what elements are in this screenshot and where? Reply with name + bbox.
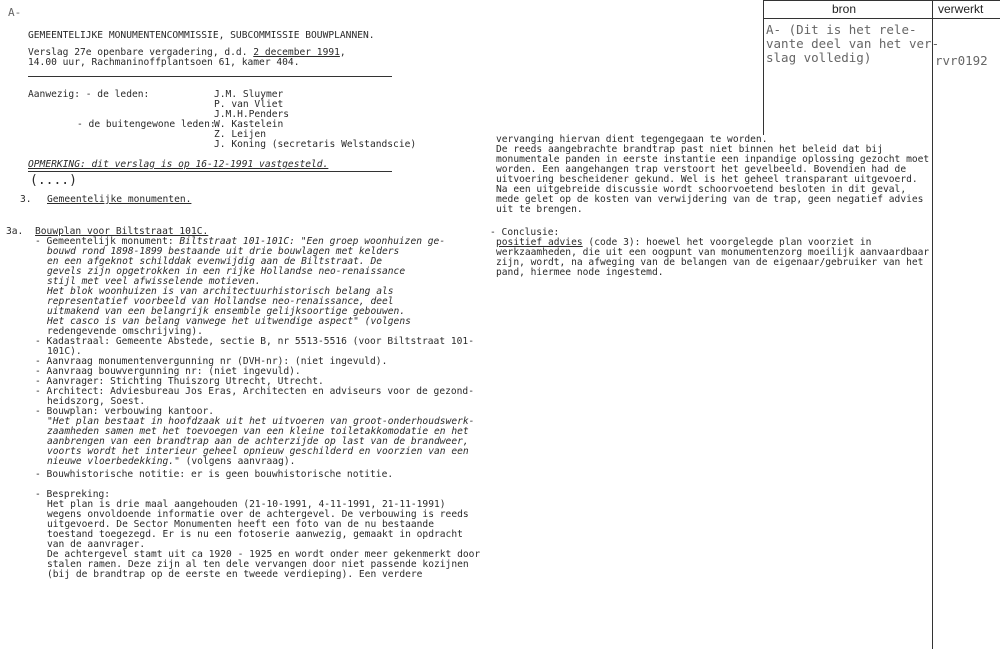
item-title: Bouwplan voor Biltstraat 101C. <box>35 226 209 237</box>
margin-header-divider <box>763 18 1000 19</box>
monument-line: bouwd rond 1898-1899 bestaande uit drie bouwlagen met kelders <box>47 246 400 257</box>
section-title: Gemeentelijke monumenten. <box>47 194 192 205</box>
bespreking-line: stalen ramen. Deze zijn al ten dele vervangen door niet passende kozijnen <box>47 559 469 570</box>
margin-left-border <box>763 0 764 135</box>
extra-members-label: - de buitengewone leden: <box>77 119 216 130</box>
header-rule <box>28 76 392 77</box>
continuation-line: uitvoering bescheidener gekund. Wel is het geheel transparant uitgevoerd. <box>496 174 918 185</box>
section-number: 3. <box>20 194 32 205</box>
monument-line: - Gemeentelijk monument: Biltstraat 101-101C: "Een groep woonhuizen ge- <box>35 236 446 247</box>
bespreking-line: uitgevoerd. De Sector Monumenten heeft een foto van de nu bestaande <box>47 519 434 530</box>
bespreking-line: (bij de brandtrap op de eerste en tweede verdieping). Een verdere <box>47 569 423 580</box>
member-name: W. Kastelein <box>214 119 284 130</box>
bouwvergunning-line: - Aanvraag bouwvergunning nr: (niet ingevuld). <box>35 366 301 377</box>
monument-line: redengevende omschrijving). <box>47 326 203 337</box>
continuation-line: uit te brengen. <box>496 204 583 215</box>
bouwplan-quote-line: zaamheden samen met het toevoegen van een kleine toiletakkomodatie en het <box>47 426 469 437</box>
architect-line: - Architect: Adviesbureau Jos Eras, Architecten en adviseurs voor de gezond- <box>35 386 474 397</box>
margin-column-divider <box>932 0 933 649</box>
document-title: GEMEENTELIJKE MONUMENTENCOMMISSIE, SUBCOMMISSIE BOUWPLANNEN. <box>28 30 375 41</box>
opmerking-note: OPMERKING: dit verslag is op 16-12-1991 vastgesteld. <box>28 159 329 170</box>
continuation-line: mede gelet op de kosten van verwijdering van de trap, geen negatief advies <box>496 194 924 205</box>
member-name: J. Koning (secretaris Welstandscie) <box>214 139 417 150</box>
advies-line: zijn, wordt, na afweging van de belangen van de eigenaar/gebruiker van het <box>496 257 924 268</box>
bespreking-line: De achtergevel stamt uit ca 1920 - 1925 en wordt onder meer gekenmerkt door <box>47 549 481 560</box>
continuation-line: De reeds aangebrachte brandtrap past niet binnen het beleid dat bij <box>496 144 883 155</box>
member-name: J.M. Sluymer <box>214 89 284 100</box>
monument-line: gevels zijn opgetrokken in een rijke Hollandse neo-renaissance <box>47 266 406 277</box>
advies-line: positief advies (code 3): hoewel het voorgelegde plan voorziet in <box>496 237 872 248</box>
notitie-line: - Bouwhistorische notitie: er is geen bouwhistorische notitie. <box>35 469 394 480</box>
bouwplan-quote-line: voorts wordt het interieur geheel opnieuw geschilderd en voorzien van een <box>47 446 469 457</box>
location-line: 14.00 uur, Rachmaninoffplantsoen 61, kamer 404. <box>28 57 300 68</box>
aanvrager-line: - Aanvrager: Stichting Thuiszorg Utrecht, Utrecht. <box>35 376 324 387</box>
monument-line: en een afgeknot schilddak evenwijdig aan de Biltstraat. De <box>47 256 383 267</box>
bespreking-line: toestand toegezegd. Er is nu een fotoserie aanwezig, gemaakt in opdracht <box>47 529 463 540</box>
verslag-line: Verslag 27e openbare vergadering, d.d. 2 december 1991, <box>28 47 346 58</box>
continuation-line: vervanging hiervan dient tegengegaan te worden. <box>496 134 768 145</box>
bron-note-line: slag volledig) <box>766 50 872 65</box>
bron-note-line: A- (Dit is het rele- <box>766 22 917 37</box>
advies-line: werkzaamheden, die uit een oogpunt van monumentenzorg moeilijk aanvaardbaar <box>496 247 930 258</box>
monument-line: Het blok woonhuizen is van architectuurhistorisch belang als <box>47 286 394 297</box>
kadastraal-line: - Kadastraal: Gemeente Abstede, sectie B, nr 5513-5516 (voor Biltstraat 101- <box>35 336 474 347</box>
item-number: 3a. <box>6 226 24 237</box>
monument-line: stijl met veel afwisselende motieven. <box>47 276 261 287</box>
monument-line: uitmakend van een belangrijk ensemble gelijksoortige gebouwen. <box>47 306 406 317</box>
kadastraal-line: 101C). <box>47 346 82 357</box>
member-name: J.M.H.Penders <box>214 109 290 120</box>
bespreking-line: wegens onvoldoende informatie over de achtergevel. De verbouwing is reeds <box>47 509 469 520</box>
monument-line: Het casco is van belang vanwege het uitwendige aspect" (volgens <box>47 316 411 327</box>
member-name: P. van Vliet <box>214 99 284 110</box>
bouwplan-quote-line: nieuwe vloerbedekking." (volgens aanvraag). <box>47 456 296 467</box>
bron-note-line: vante deel van het ver- <box>766 36 940 51</box>
bespreking-line: Het plan is drie maal aangehouden (21-10-1991, 4-11-1991, 21-11-1991) <box>47 499 446 510</box>
monument-line: representatief voorbeeld van Hollandse neo-renaissance, deel <box>47 296 394 307</box>
bespreking-label: - Bespreking: <box>35 489 111 500</box>
opmerking-rule <box>28 171 392 172</box>
handwritten-note: (....) <box>30 173 77 188</box>
bouwplan-quote-line: aanbrengen van een brandtrap aan de achterzijde op last van de brandweer, <box>47 436 469 447</box>
continuation-line: monumentale panden in eerste instantie een inpandige oplossing gezocht moet <box>496 154 930 165</box>
architect-line: heidszorg, Soest. <box>47 396 146 407</box>
bespreking-line: van de aanvrager. <box>47 539 146 550</box>
member-name: Z. Leijen <box>214 129 266 140</box>
verwerkt-header: verwerkt <box>938 2 984 16</box>
dvh-line: - Aanvraag monumentenvergunning nr (DVH-nr): (niet ingevuld). <box>35 356 388 367</box>
advies-line: pand, hiermee node ingestemd. <box>496 267 664 278</box>
bouwplan-line: - Bouwplan: verbouwing kantoor. <box>35 406 215 417</box>
continuation-line: worden. Een aangehangen trap verstoort het gevelbeeld. Bovendien had de <box>496 164 907 175</box>
conclusie-label: - Conclusie: <box>490 227 560 238</box>
verwerkt-code: rvr0192 <box>935 53 988 68</box>
margin-top-border <box>763 0 1000 1</box>
corner-mark: A- <box>8 6 22 19</box>
bouwplan-quote-line: "Het plan bestaat in hoofdzaak uit het uitvoeren van groot-onderhoudswerk- <box>47 416 475 427</box>
attendance-label: Aanwezig: - de leden: <box>28 89 150 100</box>
continuation-line: Na een uitgebreide discussie wordt schoorvoetend besloten in dit geval, <box>496 184 907 195</box>
bron-header: bron <box>832 2 857 16</box>
